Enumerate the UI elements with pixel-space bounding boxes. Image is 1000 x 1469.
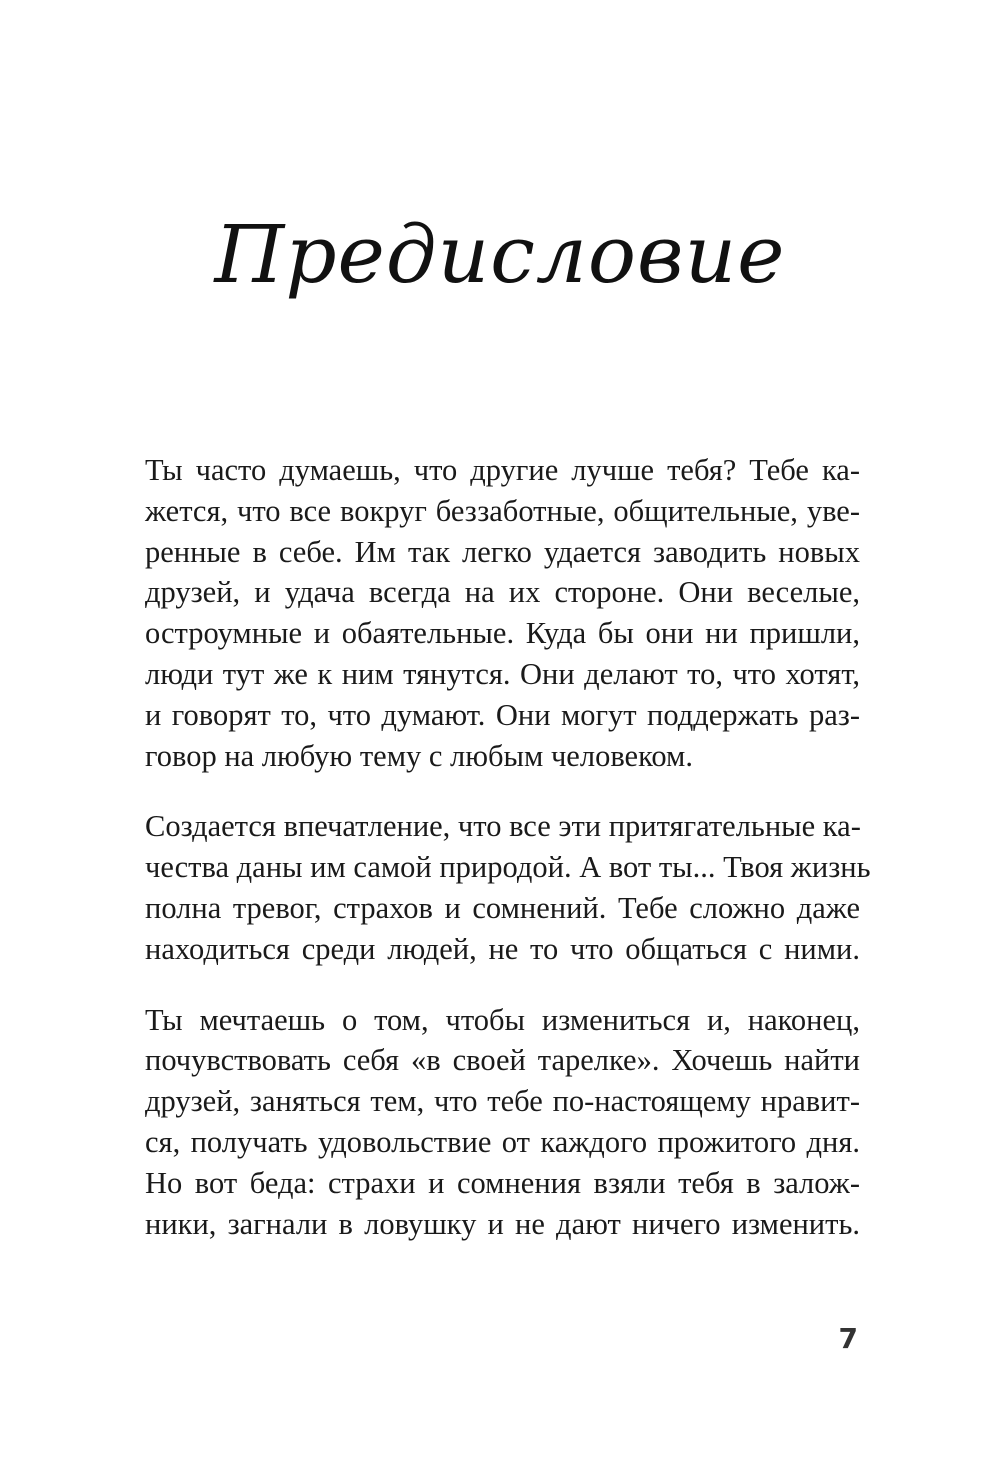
text-line: находиться среди людей, не то что общаться с ними. — [145, 931, 860, 966]
text-line: ся, получать удовольствие от каждого прожитого дня. — [145, 1124, 860, 1159]
page-title: Предисловие — [214, 208, 786, 301]
text-line: говор на любую тему с любым человеком. — [145, 738, 693, 773]
text-line: Ты мечтаешь о том, чтобы измениться и, наконец, — [145, 1002, 860, 1037]
body-text — [145, 450, 871, 1274]
text-line: друзей, заняться тем, что тебе по-настоящему нравит- — [145, 1084, 860, 1119]
text-line: люди тут же к ним тянутся. Они делают то, что хотят, — [145, 656, 860, 691]
text-line: Ты часто думаешь, что другие лучше тебя? Тебе ка- — [145, 453, 860, 487]
text-line: полна тревог, страхов и сомнений. Тебе сложно даже — [145, 890, 860, 925]
text-line: друзей, и удача всегда на их стороне. Они веселые, — [145, 575, 860, 610]
paragraph-3 — [145, 1000, 860, 1245]
text-line: жется, что все вокруг беззаботные, общительные, уве- — [145, 493, 860, 528]
text-line: Но вот беда: страхи и сомнения взяли тебя в залож- — [145, 1165, 860, 1200]
text-line: остроумные и обаятельные. Куда бы они ни пришли, — [145, 616, 860, 651]
text-line: почувствовать себя «в своей тарелке». Хочешь найти — [145, 1043, 860, 1078]
text-line: ренные в себе. Им так легко удается заводить новых — [145, 534, 860, 569]
paragraph-2 — [145, 806, 871, 969]
text-line: чества даны им самой природой. А вот ты... Твоя жизнь — [145, 850, 871, 885]
text-line: ники, загнали в ловушку и не дают ничего изменить. — [145, 1206, 860, 1241]
paragraph-1 — [145, 450, 860, 776]
page-number: 7 — [838, 1322, 858, 1355]
text-line: Создается впечатление, что все эти притягательные ка- — [145, 809, 861, 844]
text-line: и говорят то, что думают. Они могут поддержать раз- — [145, 697, 860, 732]
